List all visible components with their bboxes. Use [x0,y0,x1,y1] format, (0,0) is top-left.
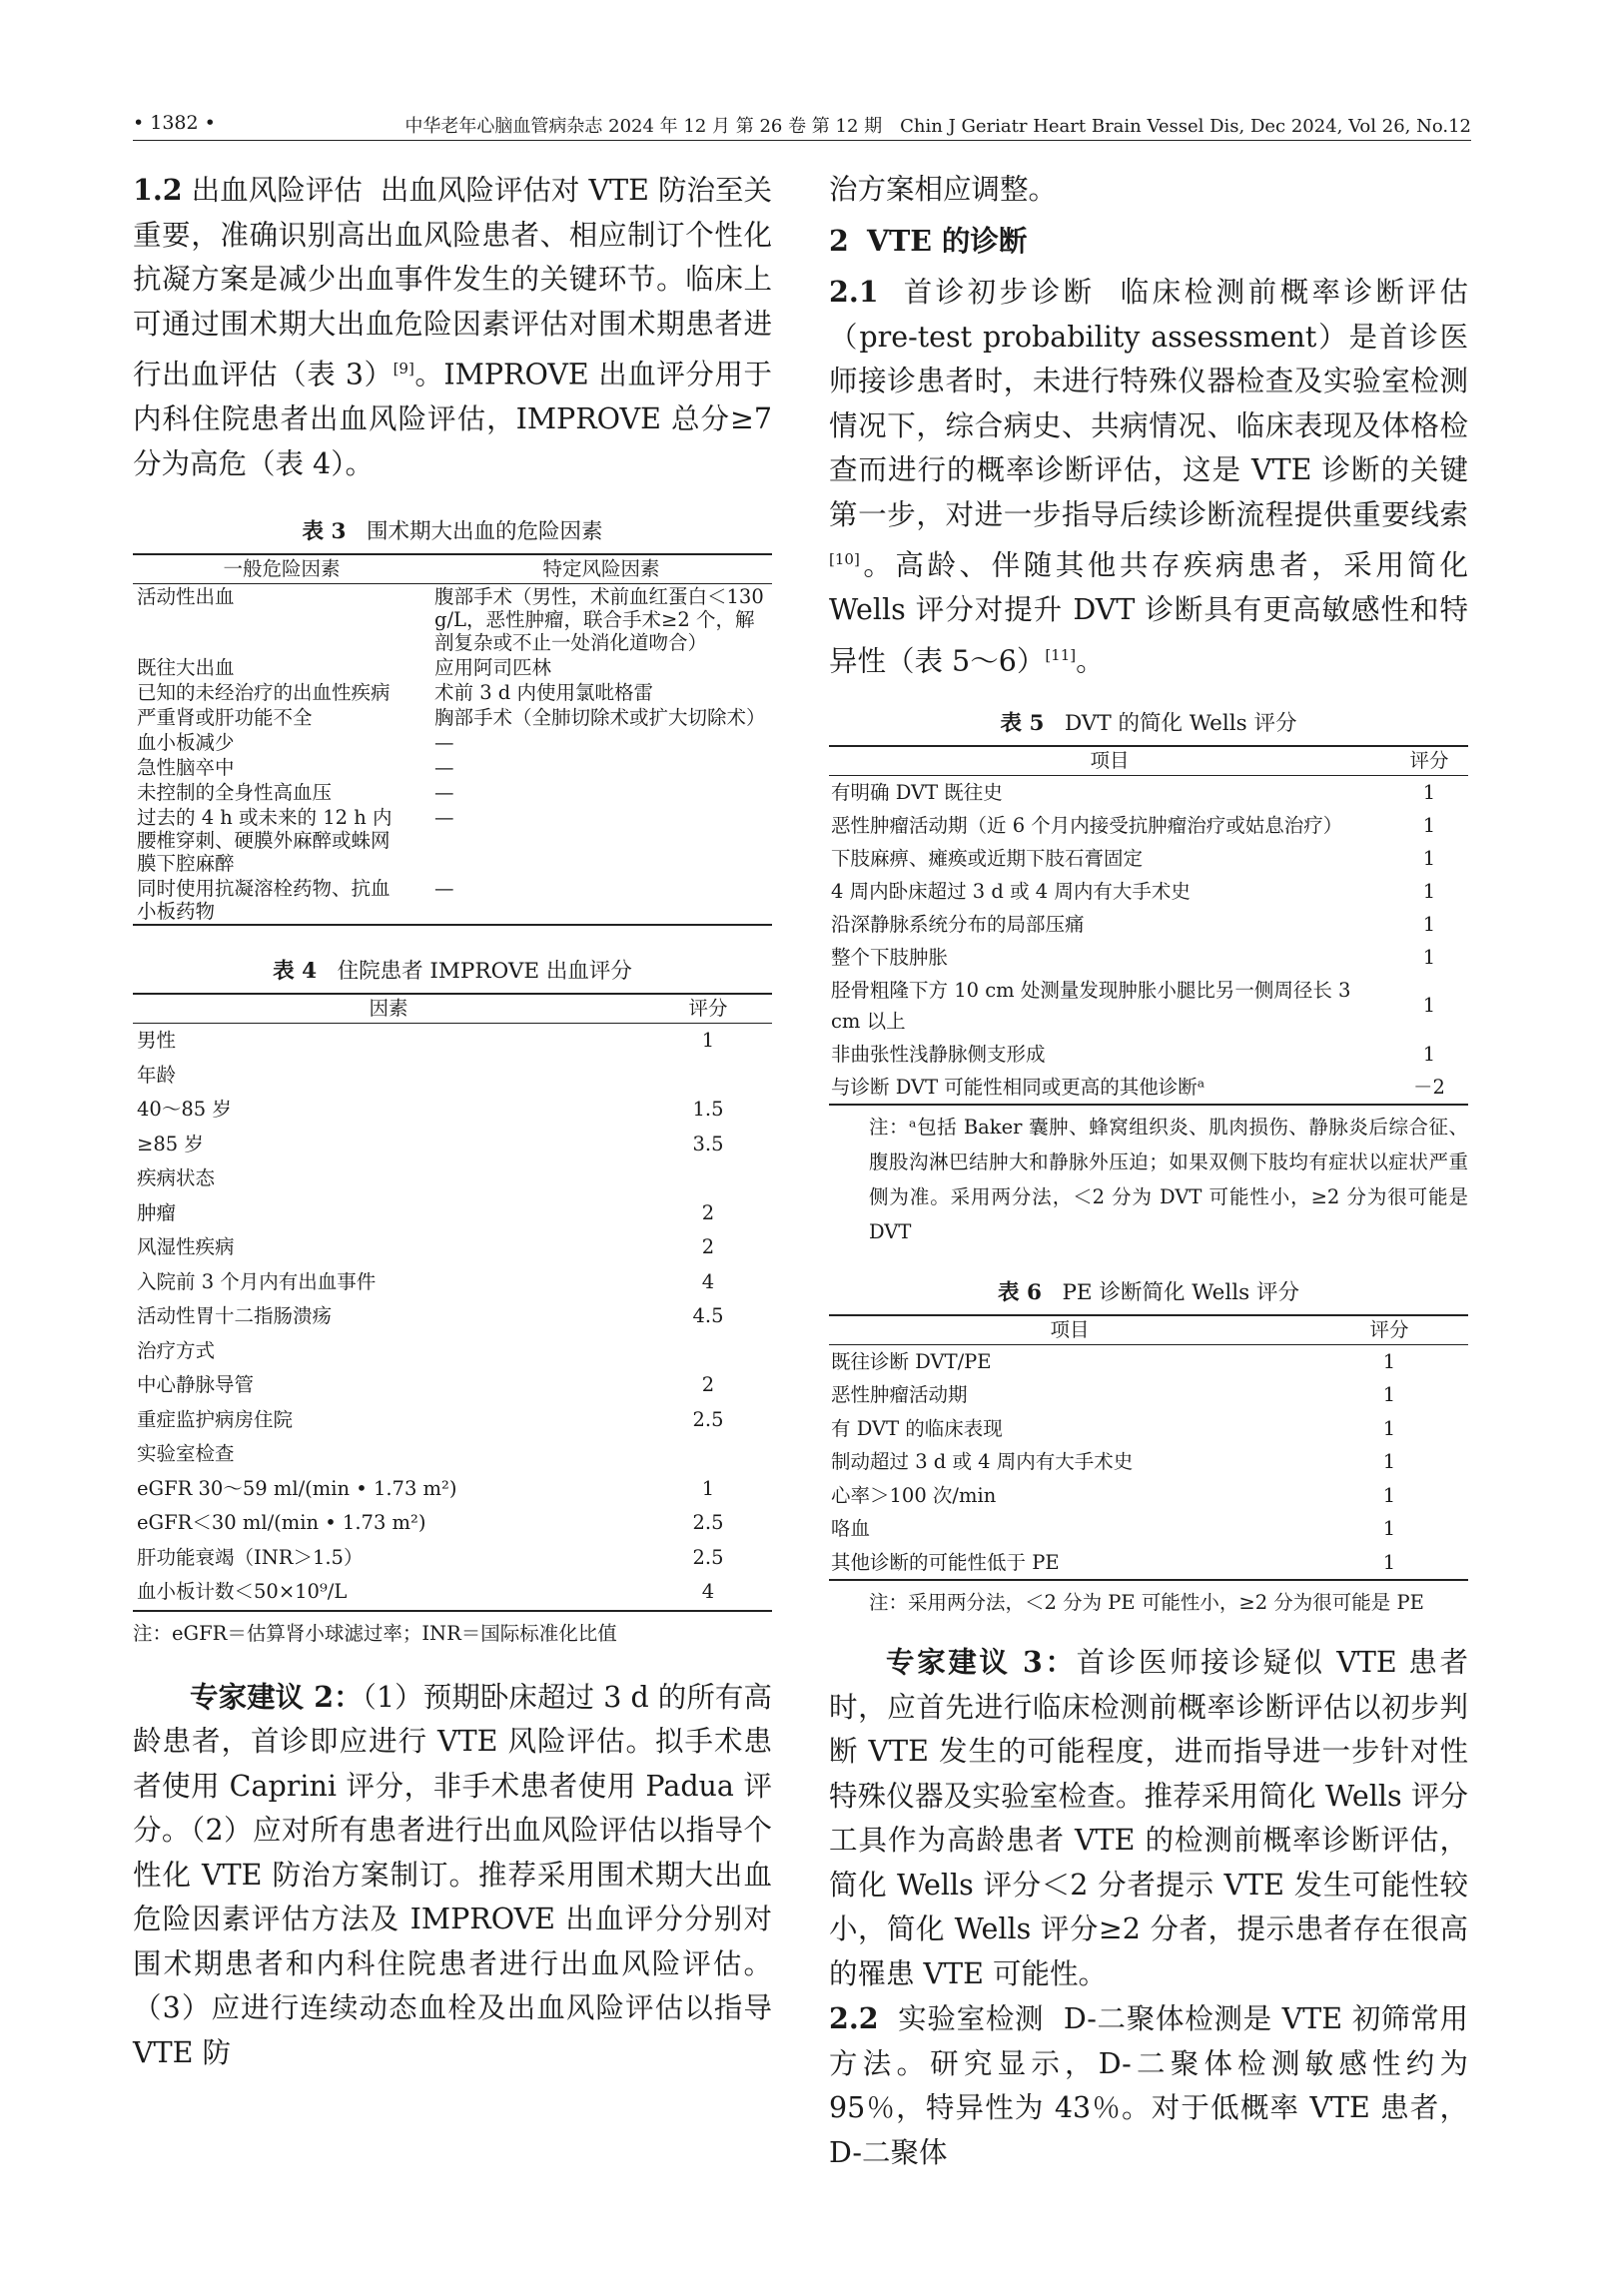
table-row [133,1230,772,1265]
section-number: 1.2 [133,173,183,207]
table6-note: 注：采用两分法，＜2 分为 PE 可能性小，≥2 分为很可能是 PE [869,1591,1424,1614]
general-risk-factor: 活动性出血 [137,585,235,608]
table-title: 围术期大出血的危险因素 [366,519,603,544]
table-row [133,755,772,780]
expert-label: 专家建议 3： [886,1645,1077,1679]
table-row [829,1344,1468,1378]
citation-ref: [11] [1045,645,1077,664]
factor-cell: 实验室检查 [137,1442,235,1465]
table-row [133,1472,772,1507]
table-row [829,842,1468,875]
journal-citation: 中华老年心脑血管病杂志 2024 年 12 月 第 26 卷 第 12 期 Chin J Geriatr Heart Brain Vessel Dis, Dec 2024, Vol 26, No.12 [404,116,1471,137]
table4-caption [133,954,772,985]
section-title: 首诊初步诊断 [903,276,1096,309]
table3-caption [133,514,772,545]
section-title: 实验室检测 [898,2002,1045,2035]
score-cell: 1 [1422,813,1436,837]
table-row [133,1093,772,1128]
table6-caption [829,1275,1468,1306]
factor-cell: 肝功能衰竭（INR＞1.5） [137,1545,364,1569]
item-cell: 恶性肿瘤活动期 [831,1383,968,1406]
table5-note: 注：ᵃ包括 Baker 囊肿、蜂窝组织炎、肌肉损伤、静脉炎后综合征、腹股沟淋巴结肿大和静脉外压迫；如果双侧下肢均有症状以症状严重侧为准。采用两分法，＜2 分为 DVT 可能性小，≥2 分为很可能是 DVT [869,1115,1468,1243]
table4-note: 注：eGFR＝估算肾小球滤过率；INR＝国际标准化比值 [133,1621,617,1645]
left-column [133,168,772,2075]
running-header [133,106,1471,141]
table-row [829,775,1468,809]
score-cell: 2.5 [692,1545,724,1569]
section-title: 出血风险评估 [191,174,363,207]
score-cell: 1.5 [692,1098,724,1121]
score-cell: 1 [1422,1042,1436,1066]
table5-caption [829,706,1468,737]
col-header: 评分 [1390,746,1468,776]
table-row [829,809,1468,842]
score-cell: 3.5 [692,1132,724,1155]
table-title: PE 诊断简化 Wells 评分 [1062,1279,1299,1305]
factor-cell: 年龄 [137,1063,177,1087]
section-1-2 [133,168,772,486]
factor-cell: 男性 [137,1029,177,1052]
factor-cell: 40～85 岁 [137,1098,232,1121]
general-risk-factor: 过去的 4 h 或未来的 12 h 内腰椎穿刺、硬膜外麻醉或蛛网膜下腔麻醉 [137,806,393,875]
item-cell: 非曲张性浅静脉侧支形成 [831,1042,1046,1066]
item-cell: 有明确 DVT 既往史 [831,780,1003,804]
factor-cell: 重症监护病房住院 [137,1407,294,1431]
general-risk-factor: 既往大出血 [137,656,235,679]
col-header: 一般危险因素 [133,554,430,584]
col-header: 特定风险因素 [430,554,772,584]
score-cell: 1 [1382,1450,1396,1473]
table-row [133,1299,772,1334]
expert-text: （1）预期卧床超过 3 d 的所有高龄患者，首诊即应进行 VTE 风险评估。拟手术患者使用 Caprini 评分，非手术患者使用 Padua 评分。（2）应对所有患者进行出血风险评估以指导个性化 VTE 防治方案制订。推荐采用围术期大出血危险因素评估方法及 IMPROVE 出血评分分别对围术期患者和内科住院患者进行出血风险评估。（3）应进行连续动态血栓及出血风险评估以指导 VTE 防 [133,1680,772,2069]
table-row [133,1575,772,1611]
table-row [133,1024,772,1059]
table-row [133,876,772,925]
section-number: 2.1 [829,275,879,309]
col-header: 评分 [1310,1315,1468,1345]
section-body: D-二聚体检测是 VTE 初筛常用方法。研究显示，D-二聚体检测敏感性约为 95％，特异性为 43％。对于低概率 VTE 患者，D-二聚体 [829,2002,1468,2169]
item-cell: 4 周内卧床超过 3 d 或 4 周内有大手术史 [831,879,1191,903]
table-row [133,1506,772,1541]
table3 [133,553,772,926]
score-cell: 1 [1310,1546,1468,1581]
item-cell: 恶性肿瘤活动期（近 6 个月内接受抗肿瘤治疗或姑息治疗） [831,813,1343,837]
item-cell: 既往诊断 DVT/PE [831,1349,992,1373]
col-header: 评分 [644,994,772,1024]
table-row [133,1368,772,1403]
item-cell: 沿深静脉系统分布的局部压痛 [831,912,1085,936]
table-row [829,875,1468,908]
section-body: 临床检测前概率诊断评估（pre-test probability assessment）是首诊医师接诊患者时，未进行特殊仪器检查及实验室检测情况下，综合病史、共病情况、临床表现及体格检查而进行的概率诊断评估，这是 VTE 诊断的关键第一步，对进一步指导后续诊断流程提供重要线索 [829,276,1468,531]
score-cell: 1 [1422,879,1436,903]
factor-cell: 中心静脉导管 [137,1373,255,1396]
table-row [133,680,772,705]
expert-recommendation-2 [133,1675,772,2076]
score-cell: 1 [701,1029,715,1052]
section-2-2 [829,1996,1468,2175]
score-cell: 1 [1422,994,1436,1017]
table-title: 住院患者 IMPROVE 出血评分 [337,959,632,984]
score-cell: 4.5 [692,1304,724,1327]
table-row [829,908,1468,941]
factor-cell: eGFR 30～59 ml/(min • 1.73 m²) [137,1476,457,1500]
score-cell: 1 [1382,1383,1396,1406]
section-body-end: 。 [1076,644,1105,677]
item-cell: 下肢麻痹、瘫痪或近期下肢石膏固定 [831,846,1144,870]
score-cell: 4 [644,1575,772,1611]
table-row [829,974,1468,1038]
factor-cell: 疾病状态 [137,1166,216,1189]
section-body-cont: 。高龄、伴随其他共存疾病患者，采用简化 Wells 评分对提升 DVT 诊断具有更高敏感性和特异性（表 5～6） [829,548,1468,677]
table-row [829,1546,1468,1581]
section-2-1 [829,270,1468,684]
table-row [133,1403,772,1438]
section-2-heading [829,219,1468,265]
specific-risk-factor: — [430,876,772,925]
table-row [133,805,772,876]
table-row [133,1437,772,1472]
table5 [829,745,1468,1106]
general-risk-factor: 严重肾或肝功能不全 [137,706,313,729]
section-number: 2 [829,223,849,258]
table-row [829,1378,1468,1412]
factor-cell: 风湿性疾病 [137,1235,235,1258]
table-row [133,1334,772,1369]
section-title: VTE 的诊断 [866,223,1028,258]
specific-risk-factor: — [434,731,454,754]
expert-label: 专家建议 2： [190,1679,363,1714]
table-row [829,1071,1468,1105]
score-cell: 1 [1382,1416,1396,1440]
general-risk-factor: 已知的未经治疗的出血性疾病 [137,681,391,704]
col-header: 项目 [829,1315,1310,1345]
table-label: 表 4 [273,959,318,984]
specific-risk-factor: — [434,806,454,829]
factor-cell: 治疗方式 [137,1338,216,1362]
factor-cell: eGFR＜30 ml/(min • 1.73 m²) [137,1511,426,1534]
continuation-text: 治方案相应调整。 [829,173,1058,206]
item-cell: 有 DVT 的临床表现 [831,1416,1003,1440]
col-header: 因素 [133,994,644,1024]
score-cell: 2 [701,1235,715,1258]
table-row [829,941,1468,974]
specific-risk-factor: 应用阿司匹林 [434,656,552,679]
table-row [829,1479,1468,1513]
score-cell: 1 [1382,1517,1396,1540]
expert-recommendation-3 [829,1640,1468,1996]
table-row [829,1038,1468,1071]
table-row [133,1196,772,1231]
table6 [829,1314,1468,1582]
section-body: 出血风险评估对 VTE 防治至关重要，准确识别高出血风险患者、相应制订个性化抗凝方案是减少出血事件发生的关键环节。临床上可通过围术期大出血危险因素评估对围术期患者进行出血评估（表 3） [133,174,772,391]
score-cell: 1 [1422,912,1436,936]
item-cell: 胫骨粗隆下方 10 cm 处测量发现肿胀小腿比另一侧周径长 3 cm 以上 [831,978,1351,1033]
general-risk-factor: 同时使用抗凝溶栓药物、抗血小板药物 [133,876,430,925]
score-cell: 1 [1382,1349,1396,1373]
score-cell: 2.5 [692,1407,724,1431]
section-body-cont: 。IMPROVE 出血评分用于内科住院患者出血风险评估，IMPROVE 总分≥7 分为高危（表 4）。 [133,358,772,480]
score-cell: 2 [701,1373,715,1396]
table-row [133,1265,772,1300]
score-cell: 4 [701,1269,715,1293]
table-row [829,1445,1468,1479]
score-cell [644,1161,772,1196]
specific-risk-factor: — [434,781,454,804]
table-label: 表 3 [302,519,347,544]
table-row [133,730,772,755]
score-cell: 2 [701,1200,715,1224]
table-row [133,1541,772,1576]
score-cell: 1 [1422,945,1436,969]
item-cell: 心率＞100 次/min [831,1483,997,1507]
table-row [133,1128,772,1162]
score-cell [644,1334,772,1369]
table-row [133,655,772,680]
factor-cell: 活动性胃十二指肠溃疡 [137,1304,333,1327]
factor-cell: 肿瘤 [137,1200,177,1224]
item-cell: 制动超过 3 d 或 4 周内有大手术史 [831,1450,1134,1473]
score-cell: 1 [701,1476,715,1500]
score-cell: 1 [1422,780,1436,804]
table-row [133,584,772,656]
general-risk-factor: 血小板减少 [137,731,235,754]
score-cell [644,1059,772,1094]
factor-cell: ≥85 岁 [137,1132,204,1155]
table-label: 表 5 [1000,710,1045,736]
score-cell: 2.5 [692,1511,724,1534]
table-row [133,780,772,805]
section-number: 2.2 [829,2001,879,2035]
table-row [133,1059,772,1094]
page-number: • 1382 • [133,112,216,134]
general-risk-factor: 未控制的全身性高血压 [137,781,333,804]
general-risk-factor: 急性脑卒中 [137,756,235,779]
table-label: 表 6 [998,1279,1042,1305]
score-cell [644,1437,772,1472]
table4 [133,993,772,1612]
expert-text: 首诊医师接诊疑似 VTE 患者时，应首先进行临床检测前概率诊断评估以初步判断 VTE 发生的可能程度，进而指导进一步针对性特殊仪器及实验室检查。推荐采用简化 Wells 评分工具作为高龄患者 VTE 的检测前概率诊断评估，简化 Wells 评分＜2 分者提示 VTE 发生可能性较小，简化 Wells 评分≥2 分者，提示患者存在很高的罹患 VTE 可能性。 [829,1646,1468,1990]
item-cell: 整个下肢肿胀 [831,945,949,969]
table-row [133,1161,772,1196]
score-cell: －2 [1390,1071,1468,1105]
specific-risk-factor: — [434,756,454,779]
table-row [133,705,772,730]
factor-cell: 入院前 3 个月内有出血事件 [137,1269,377,1293]
specific-risk-factor: 胸部手术（全肺切除术或扩大切除术） [434,706,766,729]
score-cell: 1 [1382,1483,1396,1507]
citation-ref: [9] [393,360,414,378]
right-column [829,168,1468,2175]
citation-ref: [10] [829,550,860,568]
specific-risk-factor: 术前 3 d 内使用氯吡格雷 [434,681,653,704]
item-cell: 咯血 [831,1517,871,1540]
specific-risk-factor: 腹部手术（男性，术前血红蛋白＜130 g/L，恶性肿瘤，联合手术≥2 个，解剖复杂或不止一处消化道吻合） [434,585,764,654]
item-cell: 其他诊断的可能性低于 PE [829,1546,1310,1581]
table-row [829,1512,1468,1546]
table-title: DVT 的简化 Wells 评分 [1064,710,1297,736]
item-cell: 与诊断 DVT 可能性相同或更高的其他诊断ᵃ [829,1071,1390,1105]
score-cell: 1 [1422,846,1436,870]
table-row [829,1412,1468,1446]
factor-cell: 血小板计数＜50×10⁹/L [133,1575,644,1611]
col-header: 项目 [829,746,1390,776]
